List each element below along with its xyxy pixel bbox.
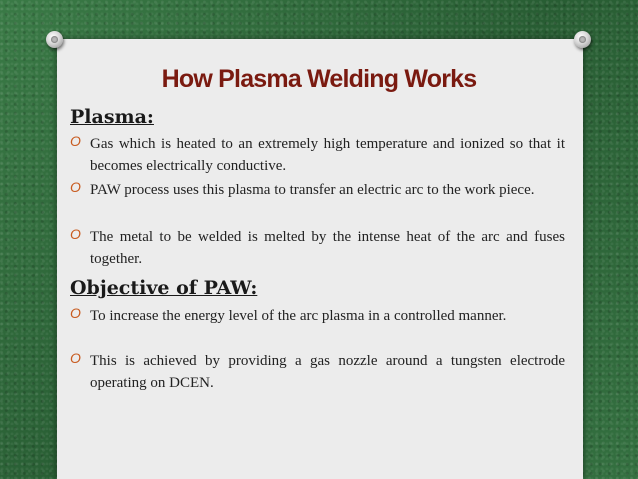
- bullet-marker-icon: O: [70, 305, 81, 321]
- bullet-text: This is achieved by providing a gas nozzle around a tungsten electrode operating on DCEN.: [90, 353, 565, 391]
- bullet-text: To increase the energy level of the arc plasma in a controlled manner.: [90, 308, 507, 324]
- pushpin-right-icon: [574, 31, 591, 48]
- bullet-marker-icon: O: [70, 350, 81, 366]
- bullet-item: [70, 226, 565, 270]
- section-heading-objective: Objective of PAW:: [70, 277, 258, 299]
- bullet-item: [70, 350, 565, 394]
- bullet-text: The metal to be welded is melted by the intense heat of the arc and fuses together.: [90, 229, 565, 267]
- bullet-item: [70, 133, 565, 177]
- pushpin-left-icon: [46, 31, 63, 48]
- bullet-item: [70, 179, 565, 201]
- slide-title: How Plasma Welding Works: [161, 65, 477, 93]
- bullet-marker-icon: O: [70, 226, 81, 242]
- bullet-text: Gas which is heated to an extremely high temperature and ionized so that it becomes electrically conductive.: [90, 136, 565, 174]
- bullet-item: [70, 305, 565, 327]
- bullet-marker-icon: O: [70, 179, 81, 195]
- bullet-text: PAW process uses this plasma to transfer an electric arc to the work piece.: [90, 182, 535, 198]
- bullet-marker-icon: O: [70, 133, 81, 149]
- section-heading-plasma: Plasma:: [70, 106, 154, 128]
